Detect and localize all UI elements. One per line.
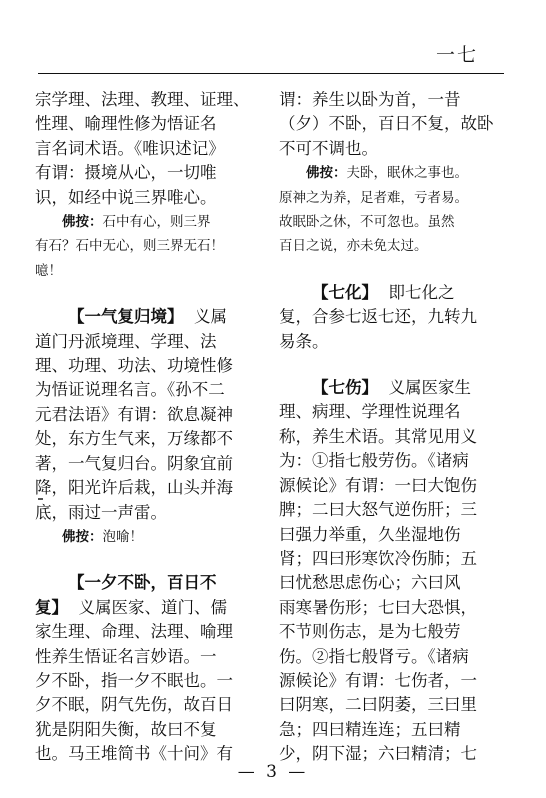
text-line: 曰忧愁思虑伤心；六曰风 [279, 573, 461, 593]
left-paragraph-1 [35, 88, 267, 210]
text-line: 义属医家、道门、儒 [78, 597, 227, 617]
note-text: 百日之说，亦未免太过。 [279, 238, 428, 255]
text-line: 有谓：摄境从心，一切唯 [35, 163, 217, 183]
text-line: 为悟证说理名言。《孙不二 [35, 380, 225, 400]
text-line: 源候论》有谓：七伤者，一 [279, 670, 477, 690]
entry-yiqi-fugui [35, 305, 267, 525]
text-line: 底，雨过一声雷。 [35, 502, 167, 522]
left-note-2 [35, 525, 267, 549]
text-line: 夕不眠，阴气先伤，故百日 [35, 695, 233, 715]
text-line: 犹是阴阳失衡，故曰不复 [35, 719, 217, 739]
text-line: 道门丹派境理、学理、法 [35, 331, 217, 351]
note-text: 石中有心，则三界 [102, 214, 211, 231]
text-line: 言名词术语。《唯识述记》 [35, 138, 225, 158]
note-label: 佛按： [62, 528, 103, 545]
entry-heading: 【七化】 [312, 282, 378, 302]
text-line: 也。马王堆简书《十问》有 [35, 744, 233, 764]
entry-yixi-buwo [35, 571, 267, 766]
text-line: 夕不卧，指一夕不眠也。一 [35, 670, 233, 690]
left-note-1 [35, 210, 267, 283]
text-line: 伤。②指七般肾亏。《诸病 [279, 646, 469, 666]
entry-heading: 【七伤】 [312, 378, 378, 398]
text-line: 理、病理、学理性说理名 [279, 402, 461, 422]
right-note-1 [279, 161, 511, 259]
text-line: 急；四曰精连连；五曰精 [279, 719, 461, 739]
left-column [35, 88, 267, 767]
text-line: 不节则伤志，是为七般劳 [279, 622, 461, 642]
text-line: 义属医家生 [388, 378, 471, 398]
text-line: 义属 [194, 307, 227, 327]
text-line: 处，东方生气来，万缘都不 [35, 429, 233, 449]
text-line: 元君法语》有谓：欲息凝神 [35, 404, 233, 424]
note-text: 有石？石中无心，则三界无石！ [35, 238, 224, 255]
text-line: 曰强力举重，久坐湿地伤 [279, 524, 461, 544]
entry-heading: 【一气复归境】 [68, 307, 184, 327]
page-number: — 3 — [237, 762, 309, 782]
text-line: 识，如经中说三界唯心。 [35, 187, 217, 207]
text-line: 脾；二曰大怒气逆伤肝；三 [279, 500, 477, 520]
text-line: 家生理、命理、法理、喻理 [35, 622, 233, 642]
text-line: 为：①指七般劳伤。《诸病 [279, 451, 469, 471]
text-line: 不可不调也。 [279, 138, 378, 158]
text-line: 复，合参七返七还，九转九 [279, 307, 477, 327]
running-head: 一七 [435, 44, 478, 66]
text-line: 易条。 [279, 331, 329, 351]
note-text: 原神之为养，足者难，亏者易。 [279, 189, 468, 206]
text-line: 宗学理、法理、教理、证理、 [35, 90, 250, 109]
text-line: 雨寒暑伤形；七曰大恐惧， [279, 597, 477, 617]
text-line: 降，阳光许后栽，山头并海 [35, 478, 233, 498]
entry-qihua [279, 281, 511, 354]
note-label: 佛按： [306, 165, 347, 182]
text-line: 即七化之 [388, 282, 455, 302]
text-line: 性理、喻理性修为悟证名 [35, 114, 217, 134]
note-text: 噫！ [35, 262, 62, 279]
text-line: 谓：养生以卧为首，一昔 [279, 90, 461, 109]
text-line: 少，阴下湿；六曰精清；七 [279, 744, 477, 764]
text-line: 称，养生术语。其常见用义 [279, 426, 477, 446]
text-line: 理、功理、功法、功境性修 [35, 356, 233, 376]
note-label: 佛按： [62, 214, 103, 231]
text-line: 曰阴寒，二曰阴萎，三曰里 [279, 695, 477, 715]
entry-heading: 【一夕不卧，百日不 [68, 573, 217, 593]
text-line: （夕）不卧，百日不复，故卧 [279, 114, 494, 134]
note-text: 故眠卧之休，不可忽也。虽然 [279, 214, 455, 231]
right-column [279, 88, 511, 767]
entry-qishang [279, 376, 511, 767]
text-line: 著，一气复归台。阴象宜前 [35, 453, 233, 473]
note-text: 泡喻！ [102, 528, 143, 545]
entry-heading: 复】 [35, 597, 68, 617]
text-line: 源候论》有谓：一曰大饱伤 [279, 475, 477, 495]
text-line: 性养生悟证名言妙语。一 [35, 646, 217, 666]
text-line: 肾；四曰形寒饮冷伤肺；五 [279, 548, 477, 568]
right-paragraph-1 [279, 88, 511, 161]
note-text: 夫卧，眠休之事也。 [346, 165, 468, 182]
header-rule [38, 73, 504, 74]
